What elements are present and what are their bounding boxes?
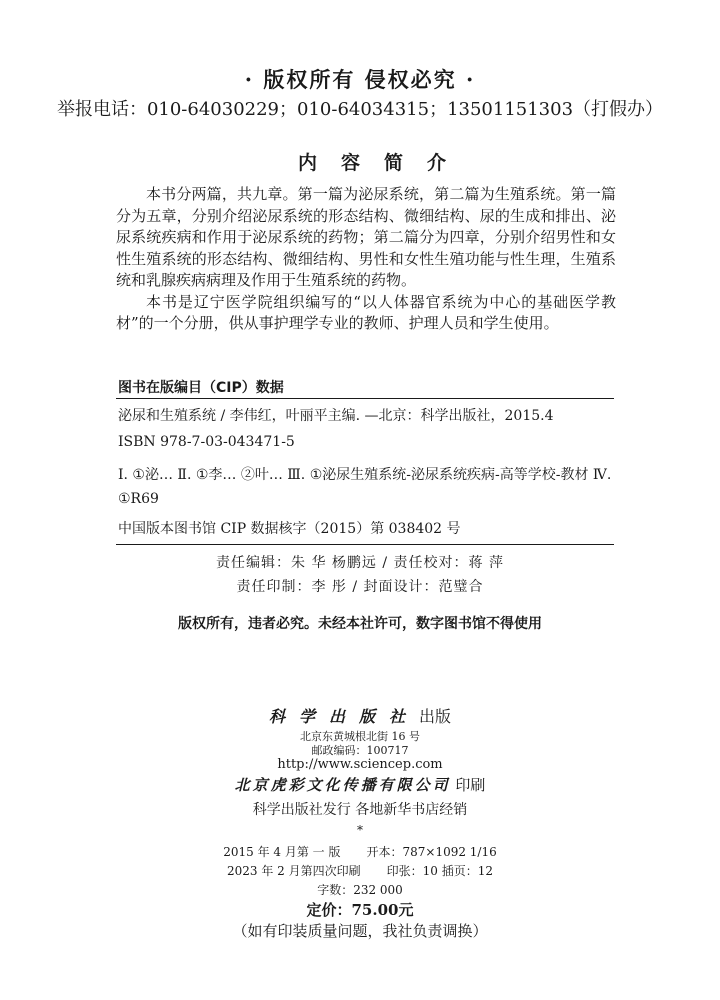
printing-date: 2023 年 2 月第四次印刷 bbox=[227, 864, 361, 878]
editor-credits: 责任编辑：朱 华 杨鹏远 / 责任校对：蒋 萍 bbox=[216, 555, 504, 571]
cip-isbn: ISBN 978-7-03-043471-5 bbox=[118, 434, 295, 450]
cip-classifications: Ⅰ. ①泌… Ⅱ. ①李… ②叶… Ⅲ. ①泌尿生殖系统-泌尿系统疾病-高等学校-教材 Ⅳ. ①R69 bbox=[118, 467, 612, 507]
intro-paragraph: 本书是辽宁医学院组织编写的“以人体器官系统为中心的基础医学教材”的一个分册，供从事护理学专业的教师、护理人员和学生使用。 bbox=[116, 292, 616, 332]
price: 定价：75.00元 bbox=[306, 901, 414, 919]
separator-asterisk: * bbox=[357, 823, 363, 837]
intro-body bbox=[116, 184, 616, 335]
printer-suffix: 印刷 bbox=[455, 776, 486, 794]
sheet-count: 印张：10 插页：12 bbox=[386, 864, 493, 878]
printing-line bbox=[0, 862, 720, 879]
publisher-suffix: 出版 bbox=[419, 707, 452, 726]
publisher-line bbox=[0, 704, 720, 727]
distribution-line: 科学出版社发行 各地新华书店经销 bbox=[252, 802, 468, 818]
publisher-postcode: 邮政编码：100717 bbox=[311, 744, 409, 757]
cip-top-rule bbox=[116, 398, 614, 399]
rights-notice: 版权所有，违者必究。未经本社许可，数字图书馆不得使用 bbox=[178, 616, 542, 632]
edition-line bbox=[0, 843, 720, 860]
printer-name: 北京虎彩文化传播有限公司 bbox=[234, 776, 451, 794]
cip-number: 中国版本图书馆 CIP 数据核字（2015）第 038402 号 bbox=[118, 521, 461, 537]
edition-date: 2015 年 4 月第 一 版 bbox=[223, 845, 341, 859]
word-count: 字数：232 000 bbox=[317, 883, 403, 897]
production-credits: 责任印制：李 彤 / 封面设计：范璧合 bbox=[236, 579, 484, 595]
intro-paragraph: 本书分两篇，共九章。第一篇为泌尿系统，第二篇为生殖系统。第一篇分为五章，分别介绍泌尿系统的形态结构、微细结构、尿的生成和排出、泌尿系统疾病和作用于泌尿系统的药物；第二篇分为四章，分别介绍男性和女性生殖系统的形态结构、微细结构、男性和女性生殖功能与性生理，生殖系统和乳腺疾病病理及作用于生殖系统的药物。 bbox=[116, 185, 616, 289]
publisher-website: http://www.sciencep.com bbox=[277, 757, 443, 772]
publisher-address: 北京东黄城根北街 16 号 bbox=[300, 730, 420, 743]
report-phone-line: 举报电话：010-64030229；010-64034315；13501151303（打假办） bbox=[56, 99, 664, 120]
publisher-name: 科学出版社 bbox=[268, 707, 419, 726]
intro-heading: 内容简介 bbox=[297, 152, 470, 174]
quality-guarantee-note: （如有印装质量问题，我社负责调换） bbox=[232, 922, 488, 940]
copyright-banner-title: · 版权所有 侵权必究 · bbox=[244, 67, 476, 92]
book-format: 开本：787×1092 1/16 bbox=[366, 845, 497, 859]
cip-bottom-rule bbox=[116, 544, 614, 545]
cip-entry: 泌尿和生殖系统 / 李伟红，叶丽平主编. —北京：科学出版社，2015.4 bbox=[118, 408, 554, 424]
cip-heading: 图书在版编目（CIP）数据 bbox=[118, 380, 284, 396]
printer-line bbox=[0, 774, 720, 795]
